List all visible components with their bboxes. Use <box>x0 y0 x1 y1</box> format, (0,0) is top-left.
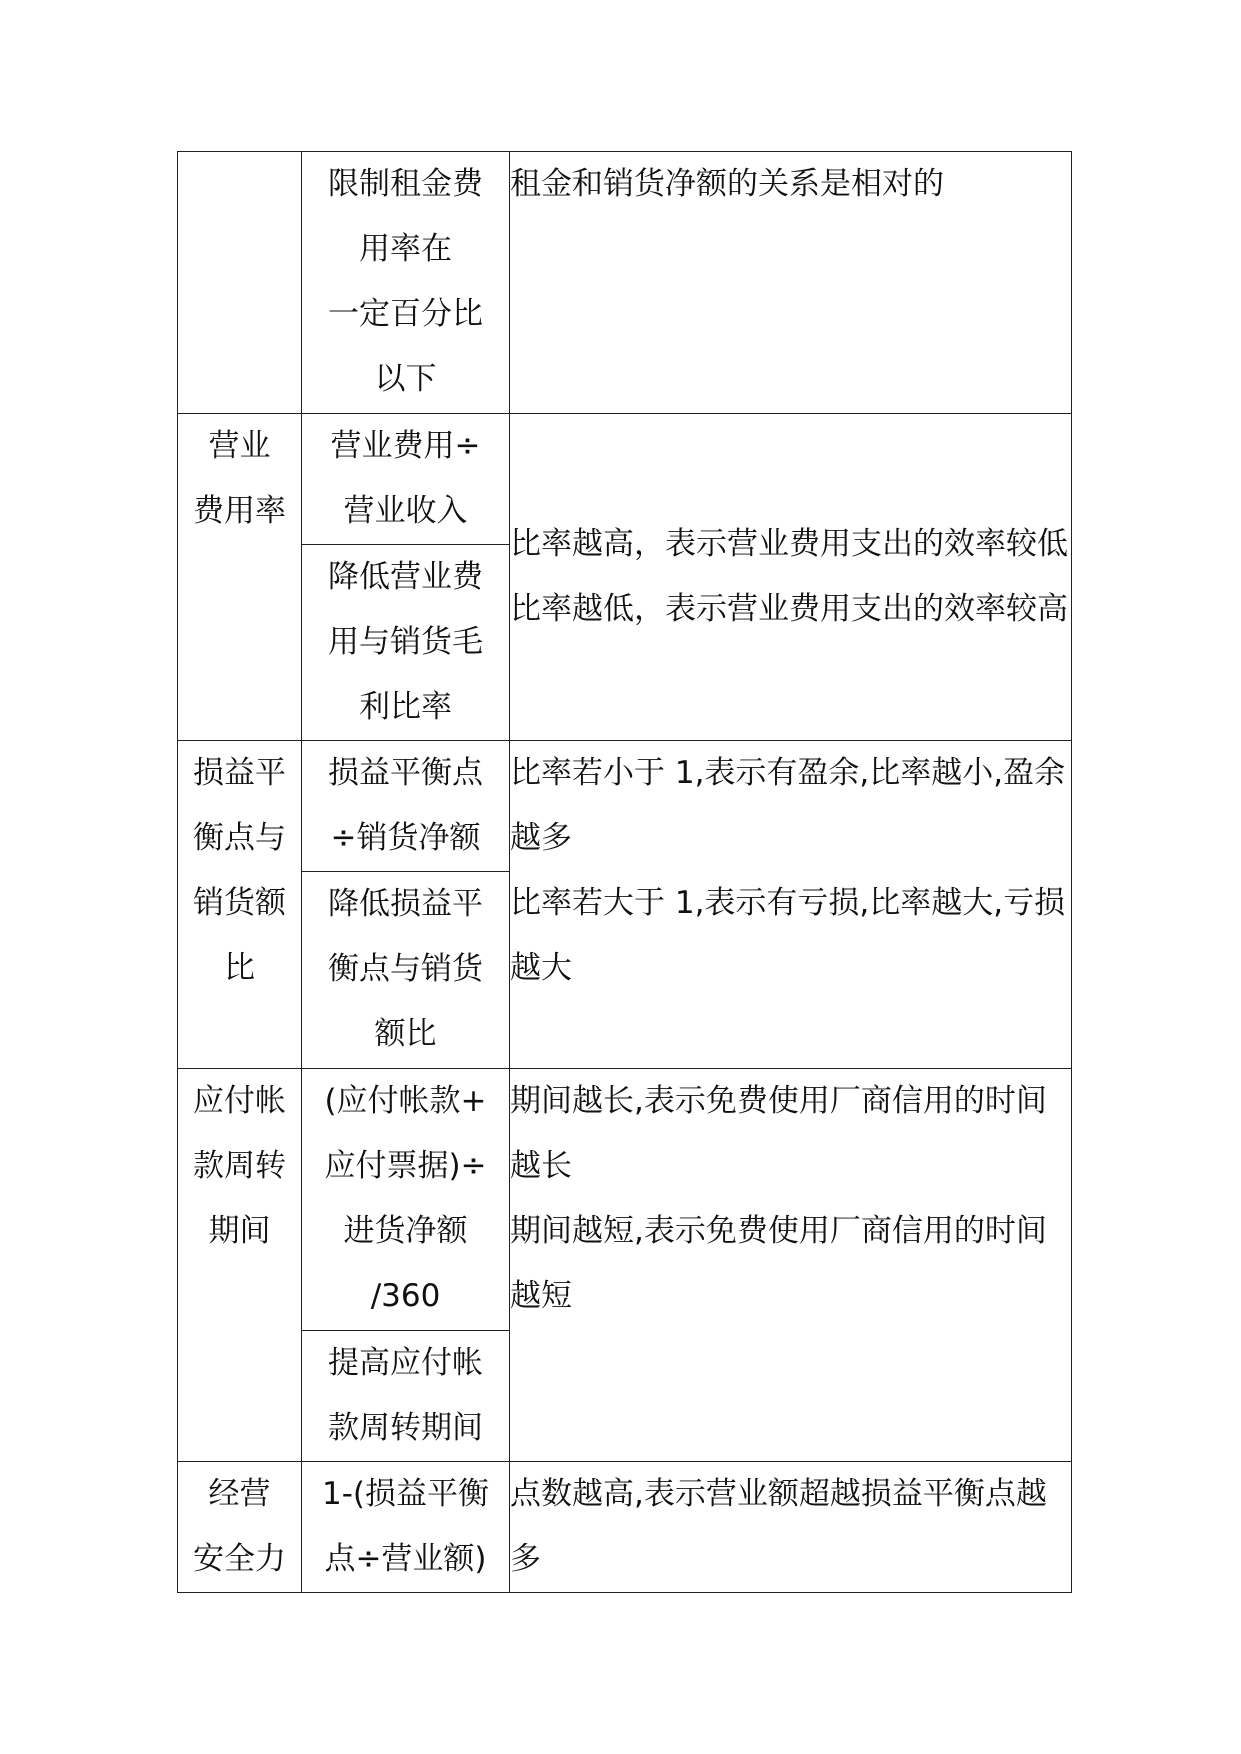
meaning-cell: 比率越高，表示营业费用支出的效率较低 比率越低，表示营业费用支出的效率较高 <box>510 414 1072 741</box>
table-row <box>178 1462 1072 1593</box>
goal-cell: 降低损益平 衡点与销货 额比 <box>302 872 510 1069</box>
meaning-cell: 点数越高,表示营业额超越损益平衡点越多 <box>510 1462 1072 1593</box>
category-cell: 营业 费用率 <box>178 414 302 741</box>
formula-cell: (应付帐款+ 应付票据)÷ 进货净额 /360 <box>302 1069 510 1331</box>
meaning-cell: 期间越长,表示免费使用厂商信用的时间越长 期间越短,表示免费使用厂商信用的时间越短 <box>510 1069 1072 1462</box>
formula-cell: 损益平衡点 ÷销货净额 <box>302 741 510 872</box>
category-cell: 应付帐 款周转 期间 <box>178 1069 302 1462</box>
category-cell: 损益平 衡点与 销货额 比 <box>178 741 302 1069</box>
goal-cell: 降低营业费 用与销货毛 利比率 <box>302 545 510 741</box>
table-row <box>178 152 1072 414</box>
table-row <box>178 1069 1072 1331</box>
formula-cell: 限制租金费 用率在 一定百分比 以下 <box>302 152 510 414</box>
formula-cell: 1-(损益平衡 点÷营业额) <box>302 1462 510 1593</box>
table-row <box>178 741 1072 872</box>
ratio-table <box>177 151 1072 1593</box>
category-cell: 经营 安全力 <box>178 1462 302 1593</box>
meaning-cell: 比率若小于 1,表示有盈余,比率越小,盈余越多 比率若大于 1,表示有亏损,比率越大,亏损越大 <box>510 741 1072 1069</box>
formula-cell: 营业费用÷ 营业收入 <box>302 414 510 545</box>
meaning-cell: 租金和销货净额的关系是相对的 <box>510 152 1072 414</box>
table-row <box>178 414 1072 545</box>
category-cell <box>178 152 302 414</box>
goal-cell: 提高应付帐 款周转期间 <box>302 1331 510 1462</box>
